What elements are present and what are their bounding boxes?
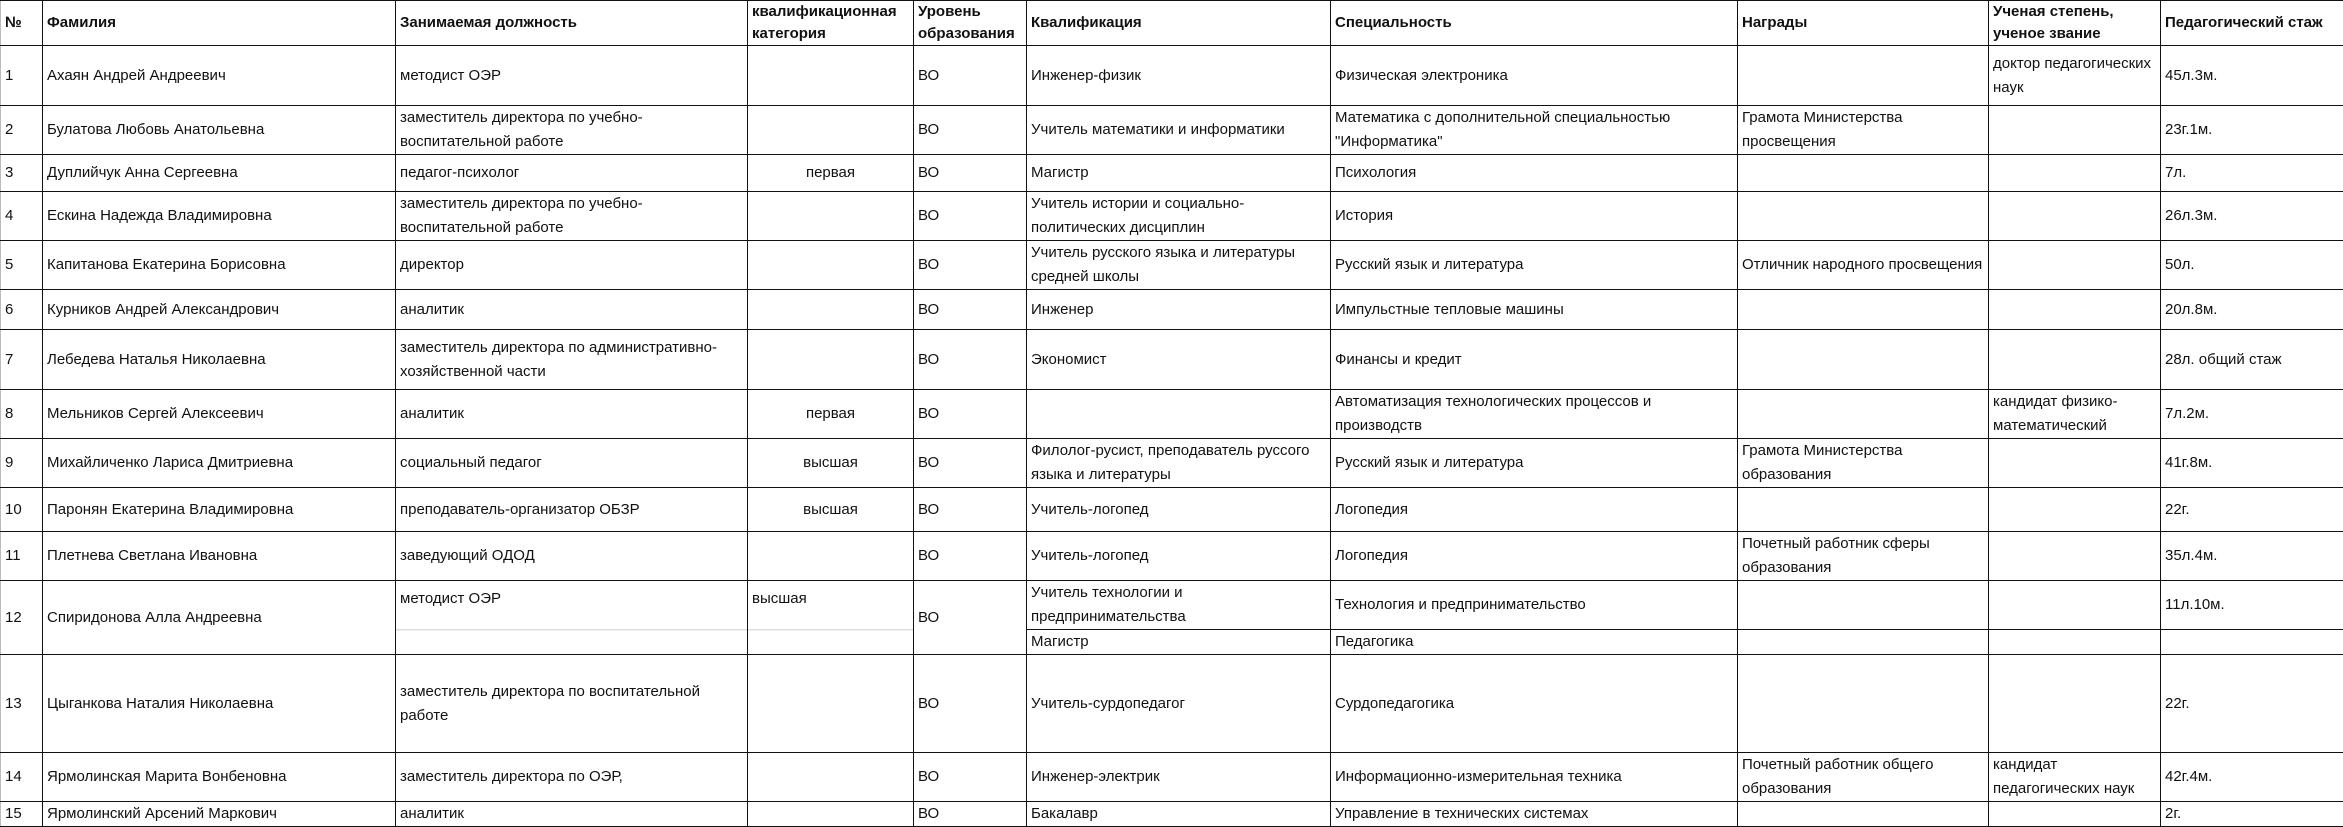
table-row	[1, 330, 2343, 390]
cell-position: заместитель директора по учебно-воспитательной работе	[396, 192, 748, 241]
cell-experience: 45л.3м.	[2161, 46, 2343, 106]
cell-awards: Почетный работник сферы образования	[1738, 532, 1989, 581]
cell-qualification: Экономист	[1027, 330, 1331, 390]
cell-specialty: Математика с дополнительной специальностью "Информатика"	[1331, 106, 1738, 155]
cell-category: первая	[748, 155, 914, 192]
cell-num: 5	[1, 241, 43, 290]
cell-degree	[1989, 155, 2161, 192]
cell-specialty: Русский язык и литература	[1331, 241, 1738, 290]
cell-category: высшая	[748, 581, 914, 655]
cell-degree: кандидат педагогических наук	[1989, 753, 2161, 802]
cell-education: ВО	[914, 655, 1027, 753]
cell-education: ВО	[914, 532, 1027, 581]
cell-education: ВО	[914, 241, 1027, 290]
cell-experience: 23г.1м.	[2161, 106, 2343, 155]
cell-education: ВО	[914, 488, 1027, 532]
cell-experience	[2161, 630, 2343, 655]
cell-position: аналитик	[396, 390, 748, 439]
cell-surname: Михайличенко Лариса Дмитриевна	[43, 439, 396, 488]
cell-category	[748, 532, 914, 581]
cell-qualification: Инженер	[1027, 290, 1331, 330]
cell-specialty: Логопедия	[1331, 488, 1738, 532]
header-experience: Педагогический стаж	[2161, 1, 2343, 46]
cell-education: ВО	[914, 106, 1027, 155]
cell-specialty: Финансы и кредит	[1331, 330, 1738, 390]
cell-experience: 35л.4м.	[2161, 532, 2343, 581]
cell-degree	[1989, 192, 2161, 241]
cell-specialty: Технология и предпринимательство	[1331, 581, 1738, 630]
cell-position: заместитель директора по ОЭР,	[396, 753, 748, 802]
cell-position: заместитель директора по учебно-воспитательной работе	[396, 106, 748, 155]
cell-specialty: Психология	[1331, 155, 1738, 192]
cell-degree	[1989, 488, 2161, 532]
cell-awards: Отличник народного просвещения	[1738, 241, 1989, 290]
cell-surname: Лебедева Наталья Николаевна	[43, 330, 396, 390]
cell-specialty: Русский язык и литература	[1331, 439, 1738, 488]
cell-specialty: Автоматизация технологических процессов и производств	[1331, 390, 1738, 439]
cell-education: ВО	[914, 46, 1027, 106]
cell-num: 13	[1, 655, 43, 753]
cell-surname: Спиридонова Алла Андреевна	[43, 581, 396, 655]
cell-position: аналитик	[396, 290, 748, 330]
cell-experience: 26л.3м.	[2161, 192, 2343, 241]
cell-degree	[1989, 802, 2161, 827]
cell-num: 4	[1, 192, 43, 241]
cell-experience: 2г.	[2161, 802, 2343, 827]
cell-education: ВО	[914, 192, 1027, 241]
cell-education: ВО	[914, 330, 1027, 390]
table-row	[1, 241, 2343, 290]
cell-surname: Цыганкова Наталия Николаевна	[43, 655, 396, 753]
header-qualification: Квалификация	[1027, 1, 1331, 46]
cell-qualification: Бакалавр	[1027, 802, 1331, 827]
cell-num: 8	[1, 390, 43, 439]
table-row	[1, 106, 2343, 155]
cell-num: 3	[1, 155, 43, 192]
cell-specialty: Физическая электроника	[1331, 46, 1738, 106]
cell-num: 9	[1, 439, 43, 488]
header-category: квалификационная категория	[748, 1, 914, 46]
cell-num: 6	[1, 290, 43, 330]
cell-awards	[1738, 290, 1989, 330]
cell-education: ВО	[914, 290, 1027, 330]
cell-category	[748, 655, 914, 753]
cell-experience: 22г.	[2161, 655, 2343, 753]
cell-category	[748, 46, 914, 106]
table-row	[1, 802, 2343, 827]
cell-category: высшая	[748, 488, 914, 532]
cell-education: ВО	[914, 390, 1027, 439]
header-position: Занимаемая должность	[396, 1, 748, 46]
cell-qualification: Магистр	[1027, 630, 1331, 655]
cell-experience: 7л.	[2161, 155, 2343, 192]
cell-qualification: Учитель-логопед	[1027, 532, 1331, 581]
cell-surname: Плетнева Светлана Ивановна	[43, 532, 396, 581]
table-row	[1, 290, 2343, 330]
cell-awards	[1738, 655, 1989, 753]
cell-awards: Грамота Министерства просвещения	[1738, 106, 1989, 155]
cell-degree	[1989, 655, 2161, 753]
cell-num: 10	[1, 488, 43, 532]
table-row	[1, 532, 2343, 581]
cell-surname: Булатова Любовь Анатольевна	[43, 106, 396, 155]
cell-surname: Паронян Екатерина Владимировна	[43, 488, 396, 532]
cell-awards	[1738, 192, 1989, 241]
cell-degree	[1989, 532, 2161, 581]
cell-position: социальный педагог	[396, 439, 748, 488]
cell-num: 11	[1, 532, 43, 581]
cell-experience: 50л.	[2161, 241, 2343, 290]
header-row	[1, 1, 2343, 46]
header-degree: Ученая степень, ученое звание	[1989, 1, 2161, 46]
cell-category	[748, 290, 914, 330]
cell-position: директор	[396, 241, 748, 290]
cell-specialty: Информационно-измерительная техника	[1331, 753, 1738, 802]
cell-category: высшая	[748, 439, 914, 488]
cell-awards	[1738, 802, 1989, 827]
cell-education: ВО	[914, 155, 1027, 192]
cell-num: 15	[1, 802, 43, 827]
cell-num: 14	[1, 753, 43, 802]
cell-surname: Ахаян Андрей Андреевич	[43, 46, 396, 106]
cell-surname: Ескина Надежда Владимировна	[43, 192, 396, 241]
cell-specialty: История	[1331, 192, 1738, 241]
cell-position: заместитель директора по воспитательной работе	[396, 655, 748, 753]
cell-qualification: Учитель математики и информатики	[1027, 106, 1331, 155]
cell-category	[748, 753, 914, 802]
header-specialty: Специальность	[1331, 1, 1738, 46]
cell-surname: Курников Андрей Александрович	[43, 290, 396, 330]
cell-position: аналитик	[396, 802, 748, 827]
cell-category	[748, 241, 914, 290]
cell-qualification: Филолог-русист, преподаватель руссого языка и литературы	[1027, 439, 1331, 488]
cell-awards	[1738, 46, 1989, 106]
cell-degree	[1989, 581, 2161, 630]
cell-surname: Капитанова Екатерина Борисовна	[43, 241, 396, 290]
cell-category	[748, 330, 914, 390]
table-row	[1, 753, 2343, 802]
header-surname: Фамилия	[43, 1, 396, 46]
cell-degree: кандидат физико-математический	[1989, 390, 2161, 439]
cell-awards: Грамота Министерства образования	[1738, 439, 1989, 488]
table-row	[1, 581, 2343, 630]
cell-specialty: Логопедия	[1331, 532, 1738, 581]
cell-category	[748, 802, 914, 827]
cell-qualification: Инженер-электрик	[1027, 753, 1331, 802]
table-row	[1, 390, 2343, 439]
cell-qualification: Учитель истории и социально-политических дисциплин	[1027, 192, 1331, 241]
cell-qualification: Учитель русского языка и литературы средней школы	[1027, 241, 1331, 290]
table-row	[1, 192, 2343, 241]
cell-experience: 11л.10м.	[2161, 581, 2343, 630]
cell-qualification: Магистр	[1027, 155, 1331, 192]
cell-experience: 7л.2м.	[2161, 390, 2343, 439]
cell-experience: 28л. общий стаж	[2161, 330, 2343, 390]
cell-specialty: Сурдопедагогика	[1331, 655, 1738, 753]
cell-category	[748, 192, 914, 241]
cell-experience: 42г.4м.	[2161, 753, 2343, 802]
table-row	[1, 488, 2343, 532]
cell-num: 7	[1, 330, 43, 390]
cell-qualification: Инженер-физик	[1027, 46, 1331, 106]
cell-experience: 41г.8м.	[2161, 439, 2343, 488]
cell-num: 2	[1, 106, 43, 155]
table-row	[1, 46, 2343, 106]
cell-degree	[1989, 290, 2161, 330]
cell-experience: 20л.8м.	[2161, 290, 2343, 330]
cell-degree: доктор педагогических наук	[1989, 46, 2161, 106]
cell-awards: Почетный работник общего образования	[1738, 753, 1989, 802]
cell-position: педагог-психолог	[396, 155, 748, 192]
cell-surname: Дуплийчук Анна Сергеевна	[43, 155, 396, 192]
cell-education: ВО	[914, 753, 1027, 802]
cell-awards	[1738, 630, 1989, 655]
cell-surname: Ярмолинский Арсений Маркович	[43, 802, 396, 827]
cell-position: методист ОЭР	[396, 46, 748, 106]
table-row	[1, 155, 2343, 192]
cell-awards	[1738, 488, 1989, 532]
header-awards: Награды	[1738, 1, 1989, 46]
cell-qualification: Учитель технологии и предпринимательства	[1027, 581, 1331, 630]
cell-experience: 22г.	[2161, 488, 2343, 532]
cell-surname: Мельников Сергей Алексеевич	[43, 390, 396, 439]
cell-degree	[1989, 630, 2161, 655]
cell-awards	[1738, 330, 1989, 390]
cell-position: заведующий ОДОД	[396, 532, 748, 581]
cell-awards	[1738, 581, 1989, 630]
cell-degree	[1989, 241, 2161, 290]
cell-specialty: Педагогика	[1331, 630, 1738, 655]
cell-qualification	[1027, 390, 1331, 439]
cell-education: ВО	[914, 581, 1027, 655]
cell-degree	[1989, 330, 2161, 390]
cell-awards	[1738, 155, 1989, 192]
cell-position: заместитель директора по административно-хозяйственной части	[396, 330, 748, 390]
header-education: Уровень образования	[914, 1, 1027, 46]
table-row	[1, 439, 2343, 488]
cell-position: методист ОЭР	[396, 581, 748, 655]
cell-qualification: Учитель-логопед	[1027, 488, 1331, 532]
cell-num: 12	[1, 581, 43, 655]
cell-education: ВО	[914, 439, 1027, 488]
cell-qualification: Учитель-сурдопедагог	[1027, 655, 1331, 753]
cell-awards	[1738, 390, 1989, 439]
cell-surname: Ярмолинская Марита Вонбеновна	[43, 753, 396, 802]
cell-degree	[1989, 439, 2161, 488]
cell-education: ВО	[914, 802, 1027, 827]
cell-category	[748, 106, 914, 155]
table-row	[1, 655, 2343, 753]
cell-category: первая	[748, 390, 914, 439]
cell-num: 1	[1, 46, 43, 106]
cell-degree	[1989, 106, 2161, 155]
cell-specialty: Управление в технических системах	[1331, 802, 1738, 827]
header-num: №	[1, 1, 43, 46]
cell-position: преподаватель-организатор ОБЗР	[396, 488, 748, 532]
cell-specialty: Импульстные тепловые машины	[1331, 290, 1738, 330]
